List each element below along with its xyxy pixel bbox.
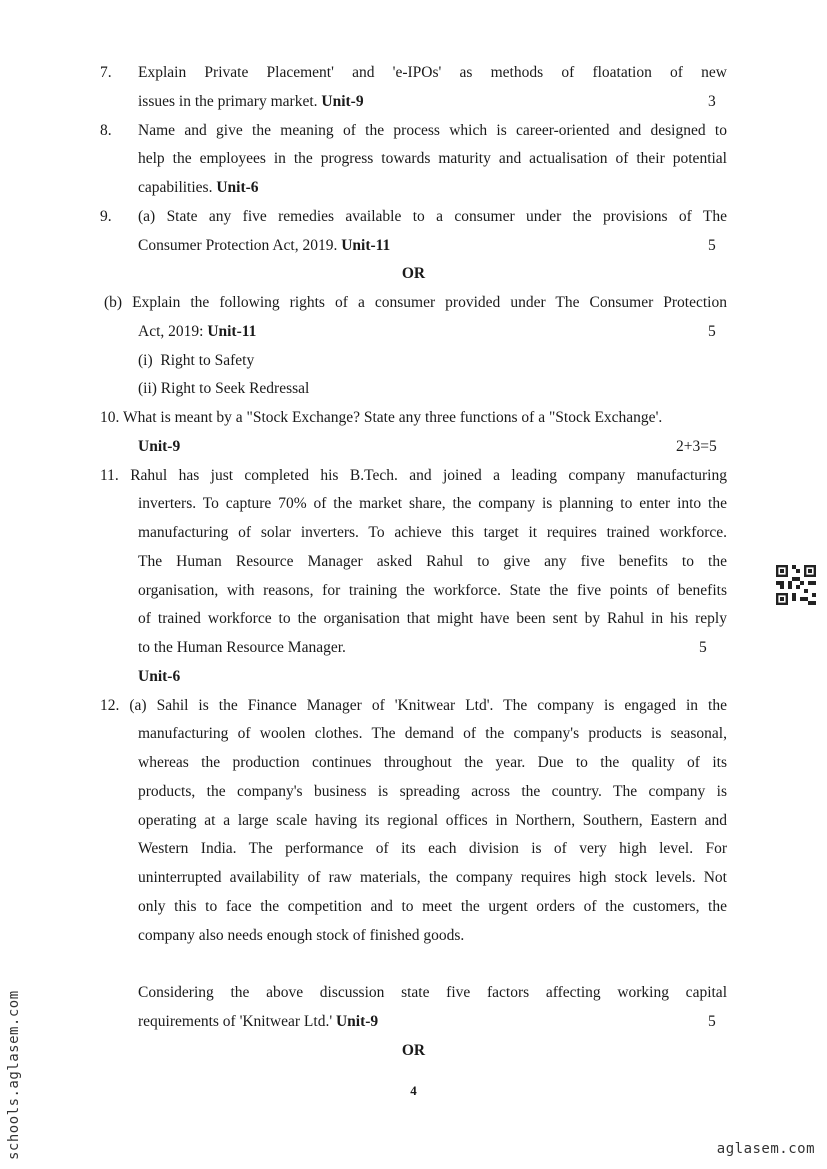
q12-line11-text: requirements of 'Knitwear Ltd.' (138, 1013, 336, 1030)
q11-line3: manufacturing of solar inverters. To achieve this target it requires trained workforce. (138, 524, 727, 541)
q8-line2: help the employees in the progress towards maturity and actualisation of their potential (138, 150, 727, 167)
q12-line4: products, the company's business is spreading across the country. The company is (138, 783, 727, 800)
q11-marks: 5 (699, 639, 707, 656)
q9b-item2: (ii) Right to Seek Redressal (138, 380, 310, 397)
q9b-line2-text: Act, 2019: (138, 323, 208, 340)
q10-unit: Unit-9 (138, 438, 181, 455)
q11-line1: 11. Rahul has just completed his B.Tech. and joined a leading company manufacturing (100, 467, 727, 484)
q9b-unit: Unit-11 (207, 323, 257, 340)
q12-line3: whereas the production continues throughout the year. Due to the quality of its (138, 754, 727, 771)
watermark-side: schools.aglasem.com (6, 990, 22, 1160)
q9a-line2-text: Consumer Protection Act, 2019. (138, 237, 342, 254)
q7-line1: Explain Private Placement' and 'e-IPOs' as methods of floatation of new (138, 64, 727, 81)
qr-code-icon (776, 565, 816, 605)
q8-line3-text: capabilities. (138, 179, 217, 196)
q7-unit: Unit-9 (321, 93, 364, 110)
q11-line2: inverters. To capture 70% of the market share, the company is planning to enter into the (138, 495, 727, 512)
q12-line10: Considering the above discussion state five factors affecting working capital (138, 984, 727, 1001)
q11-line6: of trained workforce to the organisation that might have been sent by Rahul in his reply (138, 610, 727, 627)
q12-line6: Western India. The performance of its each division is of very high level. For (138, 840, 727, 857)
q12-unit: Unit-9 (335, 1013, 379, 1030)
q9a-line1: (a) State any five remedies available to a consumer under the provisions of The (138, 208, 727, 225)
q9-or: OR (401, 265, 426, 282)
q10-marks: 2+3=5 (676, 438, 717, 455)
q11-line5: organisation, with reasons, for training the workforce. State the five points of benefits (138, 582, 727, 599)
q12-line2: manufacturing of woolen clothes. The demand of the company's products is seasonal, (138, 725, 727, 742)
watermark-bottom: aglasem.com (716, 1141, 815, 1157)
q7-marks: 3 (708, 93, 716, 110)
q9a-line2 (138, 236, 390, 256)
q12-line8: only this to face the competition and to meet the urgent orders of the customers, the (138, 898, 727, 915)
q7-line2 (138, 92, 364, 112)
q8-line3 (138, 178, 259, 198)
page-number: 4 (410, 1083, 417, 1098)
q9a-unit: Unit-11 (341, 237, 391, 254)
q10-line1: 10. What is meant by a "Stock Exchange? State any three functions of a "Stock Exchange'. (100, 409, 663, 426)
q12-line1: 12. (a) Sahil is the Finance Manager of 'Knitwear Ltd'. The company is engaged in the (100, 697, 727, 714)
q9b-line2 (138, 322, 256, 342)
q7-line2-text: issues in the primary market. (138, 93, 322, 110)
q11-line7: to the Human Resource Manager. (138, 639, 346, 656)
q12-line9: company also needs enough stock of finished goods. (138, 927, 465, 944)
q11-line4: The Human Resource Manager asked Rahul to give any five benefits to the (138, 553, 727, 570)
q8-line1: Name and give the meaning of the process which is career-oriented and designed to (138, 122, 727, 139)
q12-line11 (138, 1012, 378, 1032)
q9-number: 9. (100, 208, 112, 225)
q12-or: OR (401, 1042, 426, 1059)
q9b-item1: (i) Right to Safety (138, 352, 255, 369)
q8-number: 8. (100, 122, 112, 139)
q9b-line1: (b) Explain the following rights of a consumer provided under The Consumer Protection (104, 294, 727, 311)
q12-line7: uninterrupted availability of raw materials, the company requires high stock levels. Not (138, 869, 727, 886)
q9a-marks: 5 (708, 237, 716, 254)
q9b-marks: 5 (708, 323, 716, 340)
q12-line5: operating at a large scale having its regional offices in Northern, Southern, Eastern and (138, 812, 727, 829)
q11-unit: Unit-6 (138, 668, 181, 685)
q7-number: 7. (100, 64, 112, 81)
q12-marks: 5 (708, 1013, 716, 1030)
q8-unit: Unit-6 (216, 179, 259, 196)
